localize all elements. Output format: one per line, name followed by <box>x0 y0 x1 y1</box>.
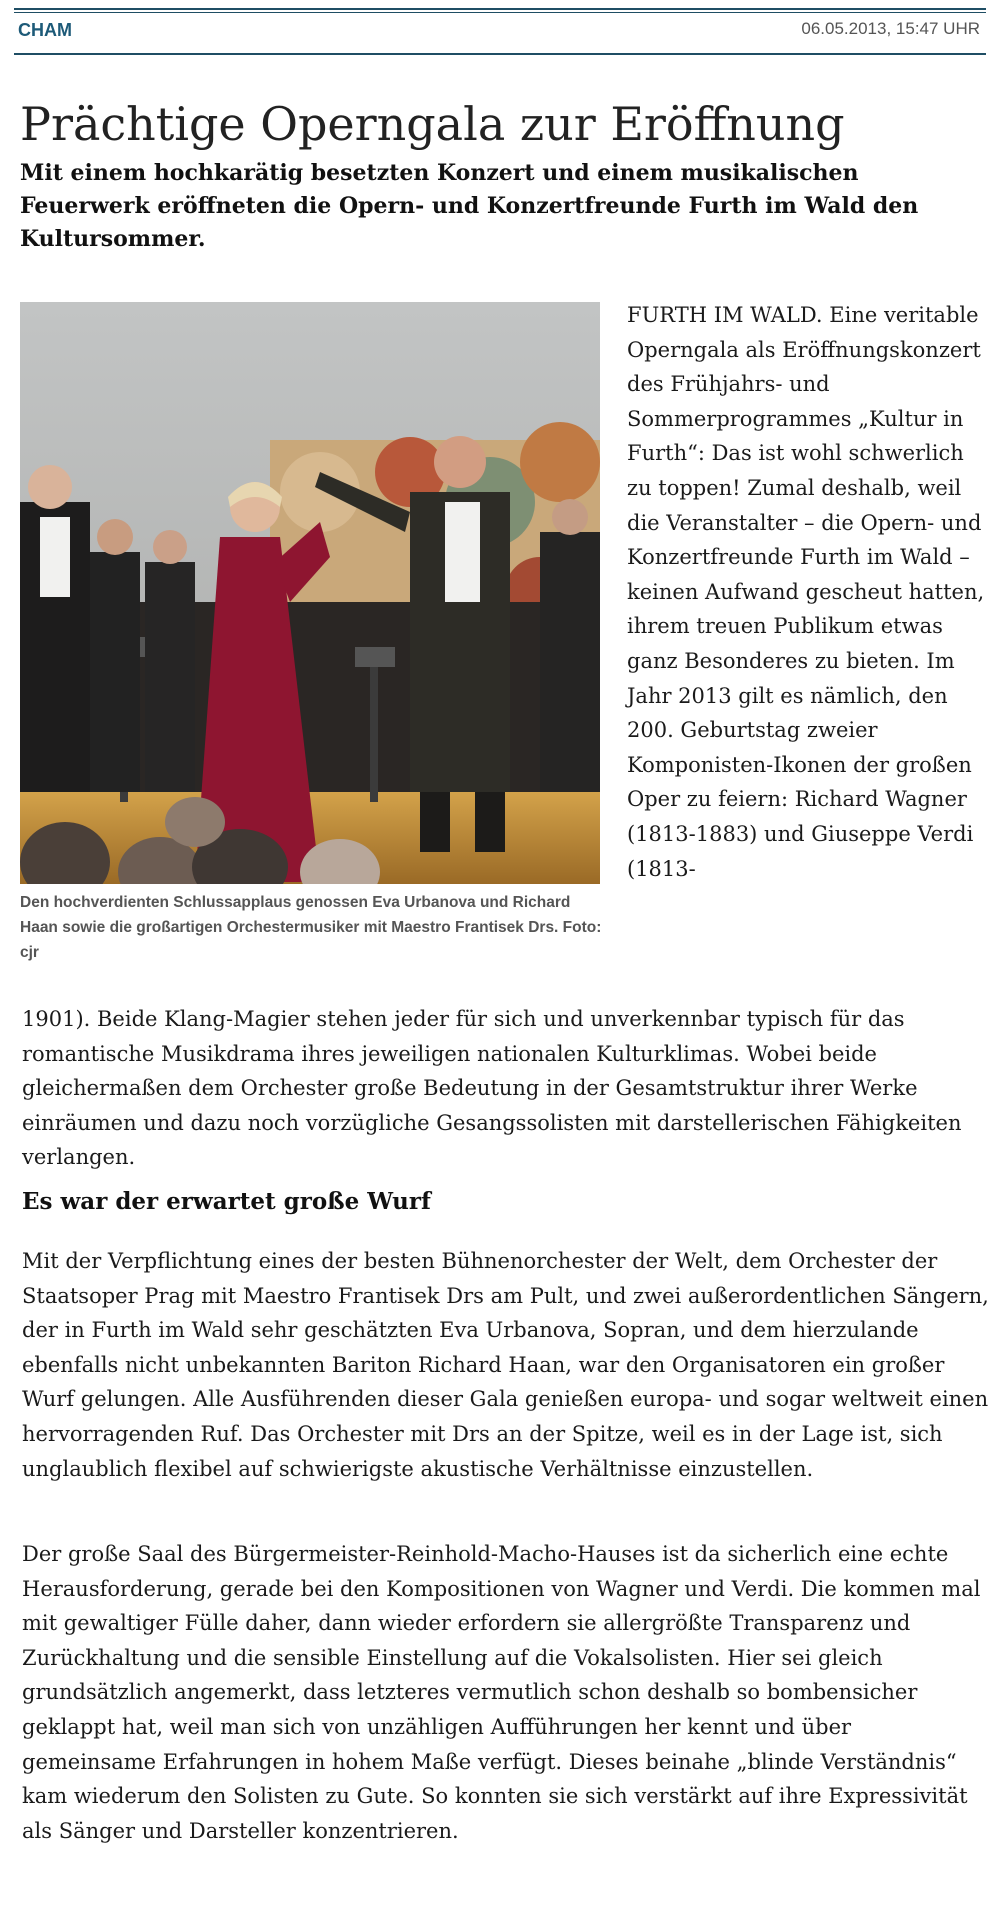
top-rule <box>14 8 986 10</box>
article-photo[interactable] <box>20 302 600 884</box>
paragraph-2: Mit der Verpflichtung eines der besten Bühnenorchester der Welt, dem Orchester der Staatsoper Prag mit Maestro Frantisek Drs am Pult, und zwei außerordentlichen Sängern, der in Furth im Wald sehr geschätzten Eva Urbanova, Sopran, und dem hierzulande ebenfalls nicht unbekannten Bariton Richard Haan, war den Organisatoren ein großer Wurf gelungen. Alle Ausführenden dieser Gala genießen europa- und sogar weltweit einen hervorragenden Ruf. Das Orchester mit Drs an der Spitze, weil es in der Lage ist, sich unglaublich flexibel auf schwierigste akustische Verhältnisse einzustellen. <box>22 1249 989 1481</box>
section-subheading: Es war der erwartet große Wurf <box>22 1188 431 1215</box>
lead-paragraph-continuation: 1901). Beide Klang-Magier stehen jeder für sich und unverkennbar typisch für das romantische Musikdrama ihres jeweiligen nationalen Kulturklimas. Wobei beide gleichermaßen dem Orchester große Bedeutung in der Gesamtstruktur ihrer Werke einräumen und dazu noch vorzügliche Gesangssolisten mit darstellerischen Fähigkeiten verlangen. <box>22 1007 962 1170</box>
top-rule-thin <box>14 12 986 13</box>
header-rule <box>14 53 986 55</box>
lead-paragraph: FURTH IM WALD. Eine veritable Operngala als Eröffnungskonzert des Frühjahrs- und Sommerprogrammes „Kultur in Furth“: Das ist wohl schwerlich zu toppen! Zumal deshalb, weil die Veranstalter – die Opern- und Konzertfreunde Furth im Wald – keinen Aufwand gescheut hatten, ihrem treuen Publikum etwas ganz Besonderes zu bieten. Im Jahr 2013 gilt es nämlich, den 200. Geburtstag zweier Komponisten-Ikonen der großen Oper zu feiern: Richard Wagner (1813-1883) und Giuseppe Verdi (1813- <box>627 303 985 881</box>
article-headline: Prächtige Operngala zur Eröffnung <box>20 97 845 151</box>
paragraph-3: Der große Saal des Bürgermeister-Reinhold-Macho-Hauses ist da sicherlich eine echte Herausforderung, gerade bei den Kompositionen von Wagner und Verdi. Die kommen mal mit gewaltiger Fülle daher, dann wieder erfordern sie allergrößte Transparenz und Zurückhaltung und die sensible Einstellung auf die Vokalsolisten. Hier sei gleich grundsätzlich angemerkt, dass letzteres vermutlich schon deshalb so bombensicher geklappt hat, weil man sich von unzähligen Aufführungen her kennt und über gemeinsame Erfahrungen in hohem Maße verfügt. Dieses beinahe „blinde Verständnis“ kam wiederum den Solisten zu Gute. So konnten sie sich verstärkt auf ihre Expressivität als Sänger und Darsteller konzentrieren. <box>22 1542 981 1843</box>
article-dateline: 06.05.2013, 15:47 UHR <box>801 19 980 38</box>
photo-caption: Den hochverdienten Schlussapplaus genossen Eva Urbanova und Richard Haan sowie die großartigen Orchestermusiker mit Maestro Frantisek Drs. Foto: cjr <box>20 894 602 961</box>
article-subheadline: Mit einem hochkarätig besetzten Konzert und einem musikalischen Feuerwerk eröffneten die Opern- und Konzertfreunde Furth im Wald den Kultursommer. <box>20 160 919 252</box>
section-label[interactable]: CHAM <box>18 20 72 40</box>
